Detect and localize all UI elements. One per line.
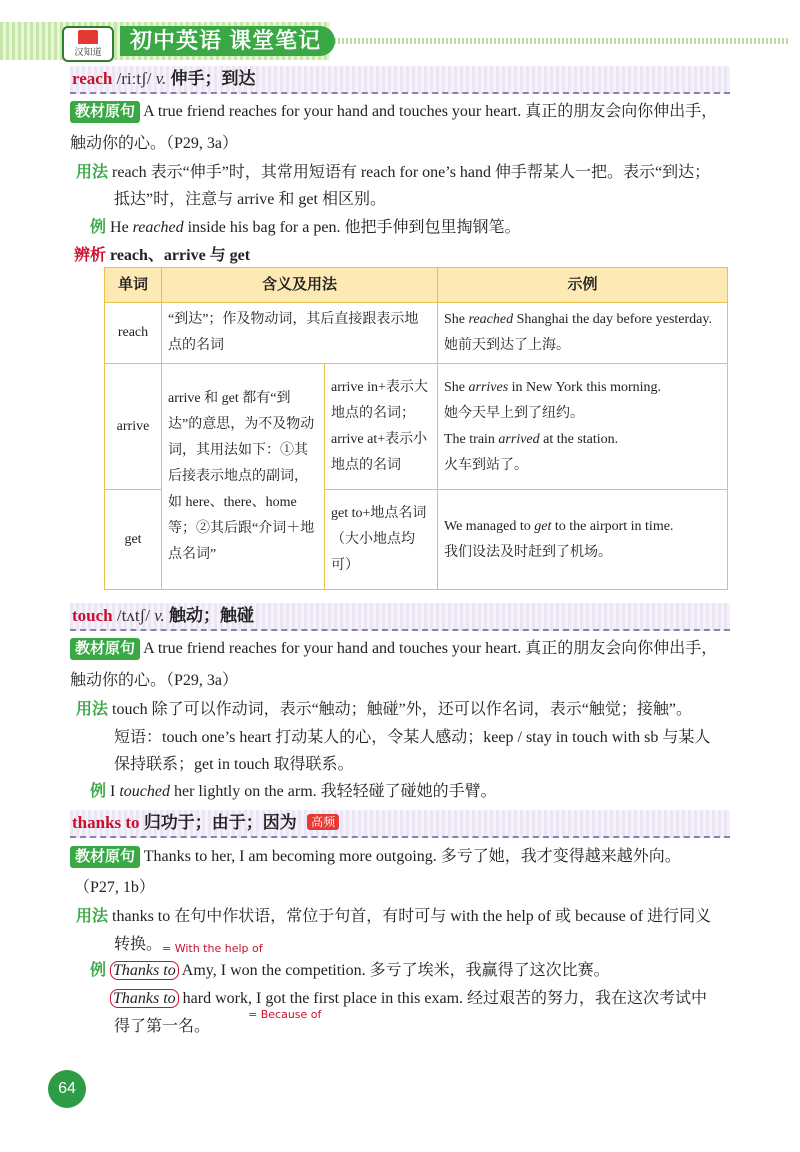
handwritten-note-1: = With the help of	[162, 942, 263, 955]
usage-touch	[76, 697, 736, 723]
cell-word: reach	[105, 303, 162, 364]
example-touch	[90, 779, 497, 805]
example-label: 例	[90, 219, 107, 236]
phonetic: /tʌtʃ/	[116, 606, 150, 625]
textbook-sentence-reach	[70, 99, 730, 125]
analysis-heading	[74, 243, 250, 269]
ex-italic: reached	[468, 312, 514, 327]
example-reach	[90, 215, 520, 241]
usage-line: reach 表示“伸手”时，其常用短语有 reach for one’s hand 伸手帮某人一把。表示“到达；	[112, 164, 711, 181]
cell-sub-usage: get to+地点名词（大小地点均可）	[325, 490, 438, 590]
part-of-speech: v.	[155, 69, 167, 88]
example-label: 例	[90, 783, 107, 800]
ex-text-post: at the station.	[539, 431, 619, 447]
usage-line-2: 抵达”时，注意与 arrive 和 get 相区别。	[114, 191, 386, 208]
high-frequency-badge: 高频	[307, 814, 339, 830]
ex-text: She	[444, 379, 469, 395]
sentence-cn-cont: 触动你的心。（P29, 3a）	[70, 672, 239, 689]
usage-line: touch 除了可以作动词，表示“触动；触碰”外，还可以作名词，表示“触觉；接触”。	[112, 701, 692, 718]
example-cont: 得了第一名。	[114, 1018, 211, 1035]
ex-italic: get	[534, 518, 552, 534]
usage-line-3: 保持联系；get in touch 取得联系。	[114, 756, 354, 773]
sentence-ref: （P27, 1b）	[74, 879, 155, 896]
book-icon	[78, 30, 98, 44]
table-row	[105, 303, 728, 364]
ex-text: The train	[444, 431, 499, 447]
example-thanks-2	[110, 986, 707, 1012]
meaning: 触动；触碰	[168, 606, 254, 625]
usage-line: thanks to 在句中作状语，常位于句首，有时可与 with the help of 或 because of 进行同义	[112, 908, 712, 925]
example-text: He	[110, 219, 133, 236]
header-banner	[0, 22, 800, 62]
cell-example	[438, 303, 728, 364]
ex-cn: 她前天到达了上海。	[444, 338, 570, 353]
textbook-sentence-thanks	[70, 844, 750, 870]
header-usage: 含义及用法	[162, 268, 438, 303]
usage-label: 用法	[76, 908, 109, 925]
sentence-cn: 真正的朋友会向你伸出手，	[525, 103, 718, 120]
table-row	[105, 364, 728, 490]
textbook-tag: 教材原句	[70, 638, 140, 660]
example-text-post: her lightly on the arm. 我轻轻碰了碰她的手臂。	[170, 783, 497, 800]
ex-text: She	[444, 312, 469, 327]
ex-italic: arrived	[498, 431, 540, 447]
header-dotted-line	[330, 38, 790, 44]
handwritten-note-2: = Because of	[248, 1008, 322, 1021]
ex-cn: 火车到站了。	[444, 457, 528, 473]
headword-bar-touch	[70, 603, 730, 631]
analysis-title: reach、arrive 与 get	[110, 247, 251, 264]
meaning: 归功于；由于；因为	[143, 813, 297, 832]
textbook-tag: 教材原句	[70, 101, 140, 123]
headword: touch	[72, 606, 113, 625]
header-word: 单词	[105, 268, 162, 303]
ex-text-post: to the airport in time.	[551, 518, 674, 534]
headword: thanks to	[72, 813, 140, 832]
circled-phrase: Thanks to	[110, 961, 179, 980]
cell-sub-usage: arrive in+表示大地点的名词；arrive at+表示小地点的名词	[325, 364, 438, 490]
circled-phrase: Thanks to	[110, 989, 179, 1008]
sentence-en: A true friend reaches for your hand and touches your heart.	[143, 103, 522, 120]
cell-usage: “到达”；作及物动词，其后直接跟表示地点的名词	[162, 303, 438, 364]
phonetic: /riːtʃ/	[116, 69, 152, 88]
cell-example	[438, 490, 728, 590]
header-example: 示例	[438, 268, 728, 303]
example-text-post: Amy, I won the competition. 多亏了埃米，我赢得了这次比赛。	[178, 962, 610, 979]
cell-shared-usage: arrive 和 get 都有“到达”的意思，为不及物动词，其用法如下：①其后接表示地点的副词，如 here、there、home 等；②其后跟“介词＋地点名词”	[162, 364, 325, 590]
table-header-row	[105, 268, 728, 303]
book-logo	[62, 26, 114, 62]
example-label: 例	[90, 962, 107, 979]
ex-text-post: in New York this morning.	[508, 379, 662, 395]
header-title: 初中英语 课堂笔记	[120, 26, 335, 56]
ex-cn: 她今天早上到了纽约。	[444, 405, 584, 421]
headword-bar-thanks	[70, 810, 730, 838]
example-thanks-1	[90, 958, 610, 984]
usage-line-2: 转换。	[114, 936, 163, 953]
meaning: 伸手；到达	[170, 69, 256, 88]
textbook-tag: 教材原句	[70, 846, 140, 868]
usage-label: 用法	[76, 701, 109, 718]
example-text-post: inside his bag for a pen. 他把手伸到包里掏钢笔。	[183, 219, 521, 236]
ex-italic: arrives	[468, 379, 509, 395]
analysis-label: 辨析	[74, 247, 107, 264]
sentence-cn: 真正的朋友会向你伸出手，	[525, 640, 718, 657]
usage-label: 用法	[76, 164, 109, 181]
example-italic: touched	[119, 783, 170, 800]
page-number: 64	[48, 1070, 86, 1108]
cell-word: arrive	[105, 364, 162, 490]
ex-cn: 我们设法及时赶到了机场。	[444, 544, 612, 560]
ex-text: We managed to	[444, 518, 535, 534]
logo-text: 汉知道	[74, 47, 102, 57]
example-text-post: hard work, I got the first place in this exam. 经过艰苦的努力，我在这次考试中	[178, 990, 708, 1007]
headword-bar-reach	[70, 66, 730, 94]
sentence-en: A true friend reaches for your hand and touches your heart.	[143, 640, 522, 657]
example-text: I	[110, 783, 120, 800]
cell-word: get	[105, 490, 162, 590]
textbook-sentence-touch	[70, 636, 730, 662]
sentence: Thanks to her, I am becoming more outgoing. 多亏了她，我才变得越来越外向。	[143, 848, 681, 865]
usage-line-2: 短语：touch one’s heart 打动某人的心，令某人感动；keep / stay in touch with sb 与某人	[114, 729, 711, 746]
sentence-cn-cont: 触动你的心。（P29, 3a）	[70, 135, 239, 152]
usage-reach	[76, 160, 736, 186]
headword: reach	[72, 69, 113, 88]
comparison-table	[104, 267, 728, 590]
cell-example	[438, 364, 728, 490]
usage-thanks	[76, 904, 736, 930]
ex-text-post: Shanghai the day before yesterday.	[513, 312, 712, 327]
part-of-speech: v.	[154, 606, 165, 625]
example-italic: reached	[132, 219, 184, 236]
